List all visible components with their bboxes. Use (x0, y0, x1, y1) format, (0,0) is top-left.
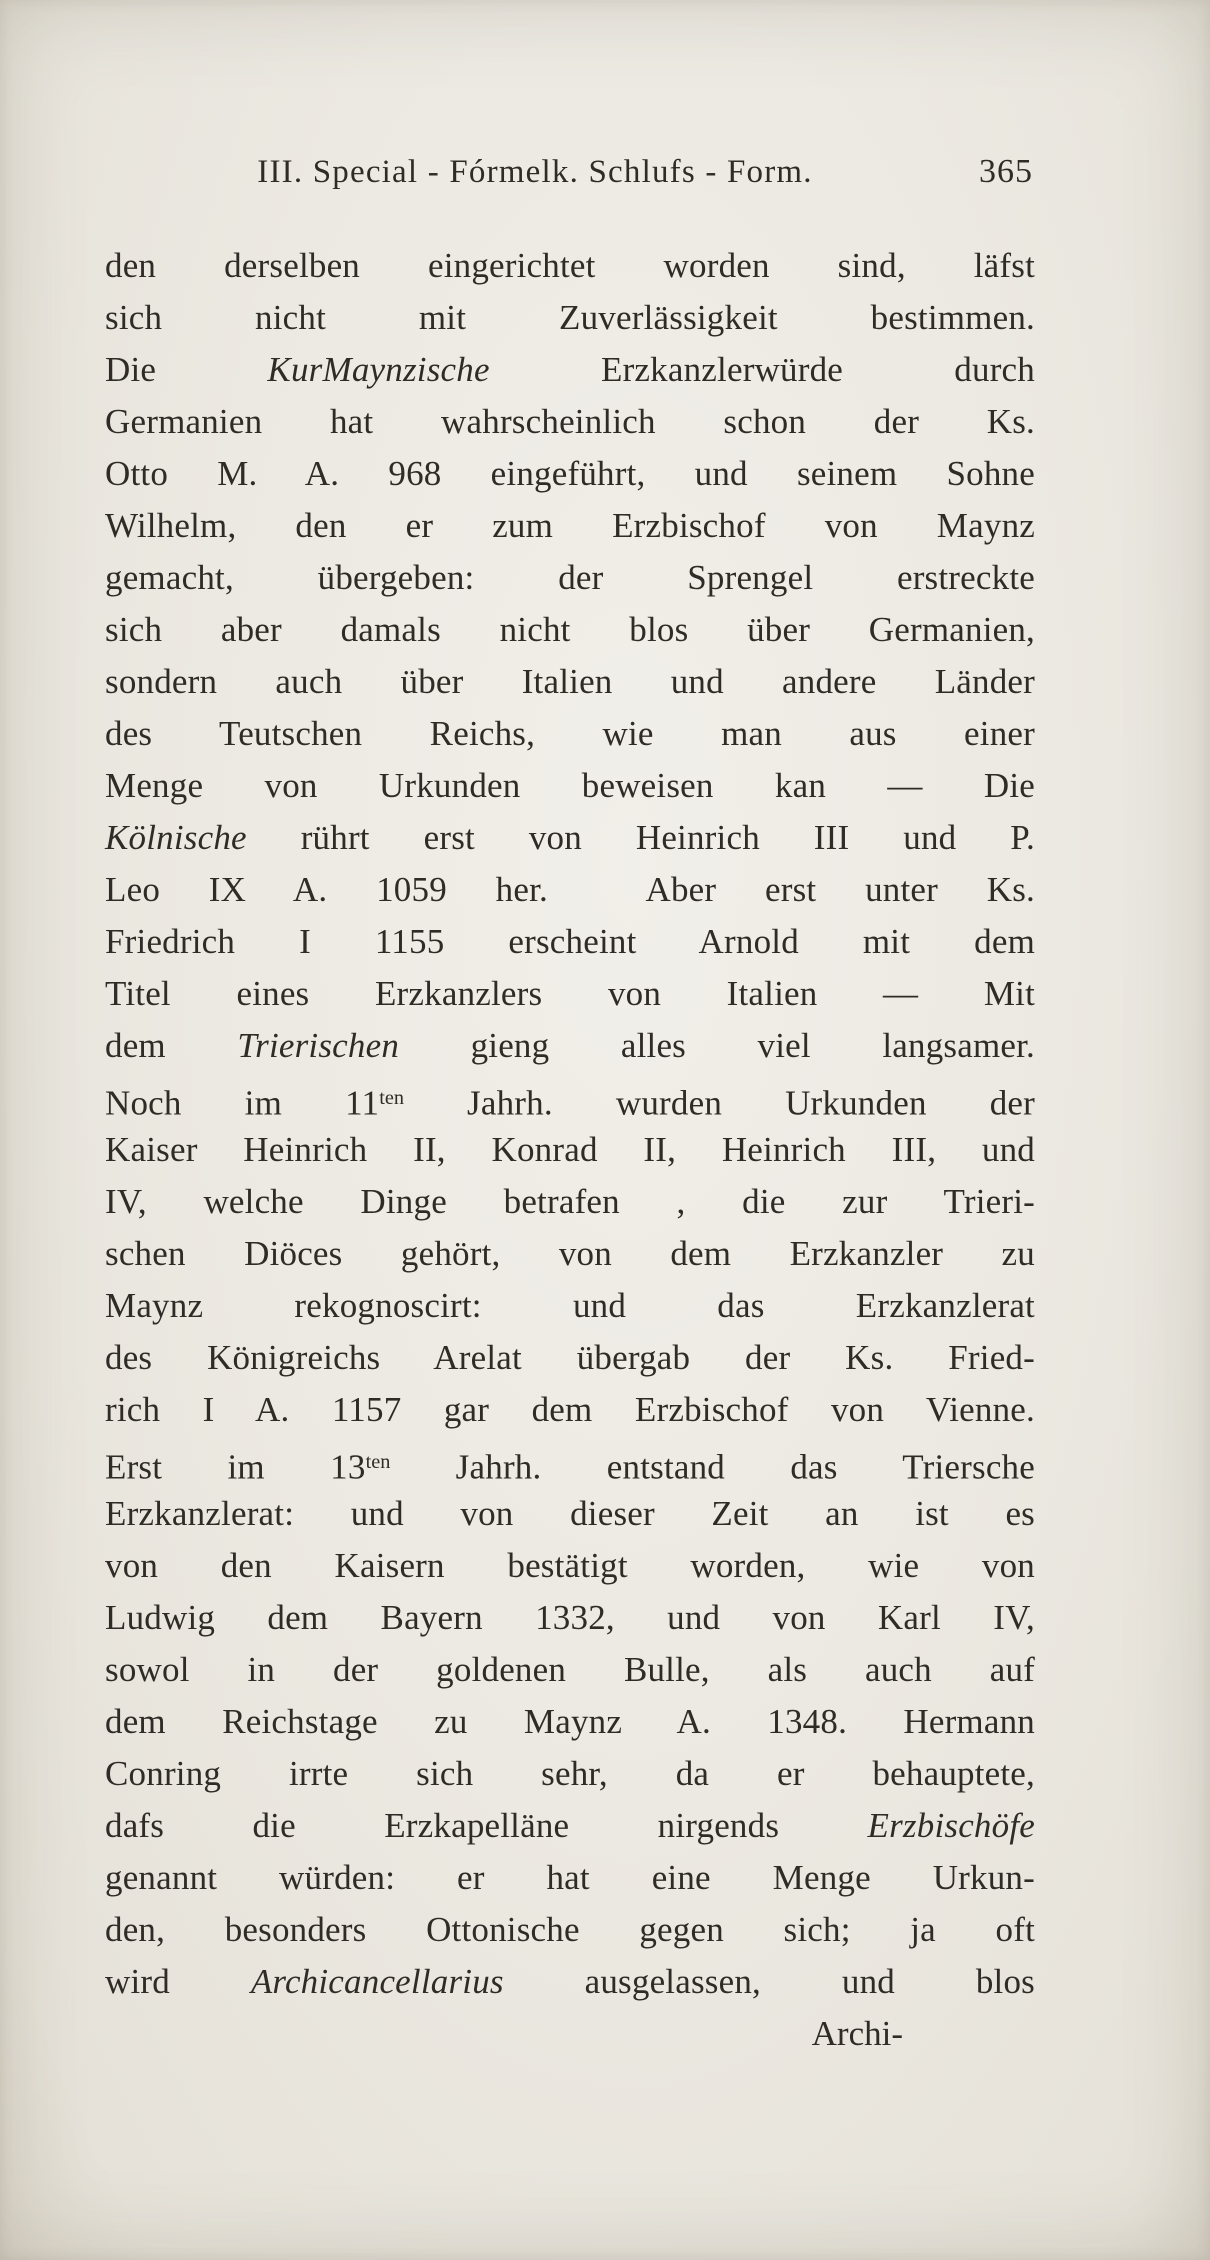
text-segment: Menge von Urkunden beweisen kan — Die (105, 766, 1035, 805)
text-segment: Erst im 13 (105, 1447, 366, 1487)
text-segment: Erzkanzlerat: und von dieser Zeit an ist es (105, 1494, 1035, 1533)
text-line (105, 864, 1035, 916)
text-line (105, 1176, 1035, 1228)
text-line (105, 1644, 1035, 1696)
italic-text: Kölnische (105, 818, 247, 857)
text-segment: Wilhelm, den er zum Erzbischof von Maynz (105, 506, 1035, 545)
text-segment: von den Kaisern bestätigt worden, wie von (105, 1546, 1035, 1585)
text-segment: Conring irrte sich sehr, da er behauptete, (105, 1754, 1035, 1793)
text-segment: Maynz rekognoscirt: und das Erzkanzlerat (105, 1286, 1035, 1325)
text-line (105, 500, 1035, 552)
running-header-title: III. Special - Fórmelk. Schlufs - Form. (257, 154, 813, 190)
text-segment: Noch im 11 (105, 1083, 380, 1123)
text-segment: gemacht, übergeben: der Sprengel erstreckte (105, 558, 1035, 597)
text-line (105, 1696, 1035, 1748)
text-segment: IV, welche Dinge betrafen , die zur Trieri- (105, 1182, 1035, 1221)
text-segment: Erzkanzlerwürde durch (489, 350, 1035, 389)
text-segment: Otto M. A. 968 eingeführt, und seinem Sohne (105, 454, 1035, 493)
text-line (105, 1800, 1035, 1852)
text-line (105, 1540, 1035, 1592)
text-line (105, 1072, 1035, 1124)
text-segment: Germanien hat wahrscheinlich schon der Ks. (105, 402, 1035, 441)
text-segment: Jahrh. entstand das Triersche (390, 1447, 1035, 1487)
text-segment: Jahrh. wurden Urkunden der (403, 1083, 1035, 1123)
text-segment: Friedrich I 1155 erscheint Arnold mit dem (105, 922, 1035, 961)
text-segment: Die (105, 350, 268, 389)
text-line (105, 240, 1035, 292)
text-line (105, 1228, 1035, 1280)
text-segment: ausgelassen, und blos (503, 1962, 1035, 2001)
text-segment: sowol in der goldenen Bulle, als auch auf (105, 1650, 1035, 1689)
italic-text: KurMaynzische (267, 350, 490, 389)
text-line (105, 708, 1035, 760)
text-line (105, 812, 1035, 864)
text-segment: rich I A. 1157 gar dem Erzbischof von Vienne. (105, 1390, 1035, 1429)
text-line (105, 1904, 1035, 1956)
text-segment: Titel eines Erzkanzlers von Italien — Mit (105, 974, 1035, 1013)
text-segment: sich nicht mit Zuverlässigkeit bestimmen. (105, 298, 1035, 337)
text-line (105, 760, 1035, 812)
text-segment: des Teutschen Reichs, wie man aus einer (105, 714, 1035, 753)
text-line (105, 1384, 1035, 1436)
text-line (105, 1748, 1035, 1800)
text-line (105, 604, 1035, 656)
text-segment: den, besonders Ottonische gegen sich; ja oft (105, 1910, 1035, 1949)
text-line (105, 344, 1035, 396)
text-line (105, 1280, 1035, 1332)
text-segment: schen Diöces gehört, von dem Erzkanzler zu (105, 1234, 1035, 1273)
text-segment: dem (105, 1026, 238, 1065)
text-line (105, 916, 1035, 968)
text-line (105, 552, 1035, 604)
text-line (105, 1020, 1035, 1072)
text-segment: dem Reichstage zu Maynz A. 1348. Hermann (105, 1702, 1035, 1741)
italic-text: Erzbischöfe (867, 1806, 1035, 1845)
text-segment: sondern auch über Italien und andere Länder (105, 662, 1035, 701)
catchword: Archi- (811, 2014, 903, 2053)
text-segment: sich aber damals nicht blos über Germanien, (105, 610, 1035, 649)
text-segment: genannt würden: er hat eine Menge Urkun- (105, 1858, 1035, 1897)
text-line (105, 292, 1035, 344)
text-line (105, 968, 1035, 1020)
text-segment: des Königreichs Arelat übergab der Ks. Fried- (105, 1338, 1035, 1377)
superscript-text: ten (365, 1451, 391, 1473)
text-segment: Leo IX A. 1059 her. Aber erst unter Ks. (105, 870, 1035, 909)
text-line (105, 1956, 1035, 2008)
text-line (105, 1592, 1035, 1644)
text-line (105, 448, 1035, 500)
text-line (105, 656, 1035, 708)
page-number: 365 (979, 153, 1033, 190)
text-line (105, 1852, 1035, 1904)
running-header (105, 150, 1035, 194)
body-text (105, 240, 1035, 2008)
catchword-row (105, 2008, 1035, 2060)
text-line (105, 1436, 1035, 1488)
text-segment: wird (105, 1962, 251, 2001)
text-line (105, 1124, 1035, 1176)
text-segment: rührt erst von Heinrich III und P. (246, 818, 1035, 857)
text-segment: Kaiser Heinrich II, Konrad II, Heinrich III, und (105, 1130, 1035, 1169)
text-line (105, 1488, 1035, 1540)
italic-text: Archicancellarius (250, 1962, 504, 2001)
italic-text: Trierischen (237, 1026, 400, 1065)
text-line (105, 396, 1035, 448)
superscript-text: ten (379, 1087, 404, 1109)
text-segment: den derselben eingerichtet worden sind, läfst (105, 246, 1035, 285)
text-line (105, 1332, 1035, 1384)
text-segment: dafs die Erzkapelläne nirgends (105, 1806, 868, 1845)
text-segment: Ludwig dem Bayern 1332, und von Karl IV, (105, 1598, 1035, 1637)
text-segment: gieng alles viel langsamer. (399, 1026, 1035, 1065)
